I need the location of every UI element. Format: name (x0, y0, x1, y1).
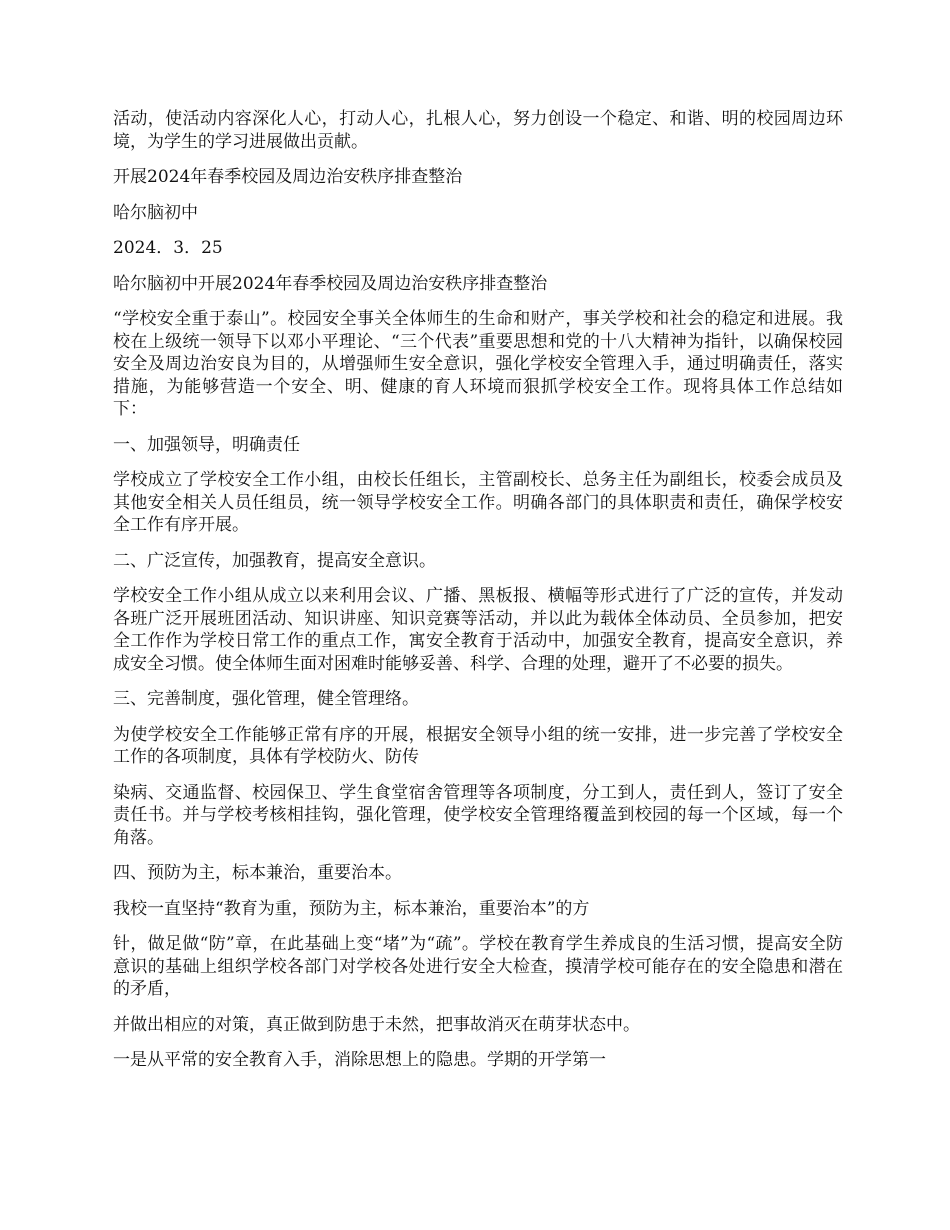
section-heading: 三、完善制度，强化管理，健全管理络。 (113, 689, 419, 709)
paragraph: 2024．3．25 (113, 238, 223, 258)
document-body (113, 108, 843, 1085)
paragraph: 为使学校安全工作能够正常有序的开展，根据安全领导小组的统一安排，进一步完善了学校安全工作的各项制度，具体有学校防火、防传 (113, 724, 843, 767)
paragraph: 一是从平常的安全教育入手，消除思想上的隐患。学期的开学第一 (113, 1050, 606, 1070)
paragraph: 学校成立了学校安全工作小组，由校长任组长，主管副校长、总务主任为副组长，校委会成员及其他安全相关人员任组员，统一领导学校安全工作。明确各部门的具体职责和责任，确保学校安全工作有序开展。 (113, 470, 843, 535)
paragraph: 并做出相应的对策，真正做到防患于未然，把事故消灭在萌芽状态中。 (113, 1014, 640, 1035)
paragraph: 哈尔脑初中 (113, 202, 198, 223)
paragraph: “学校安全重于泰山”。校园安全事关全体师生的生命和财产，事关学校和社会的稳定和进展。我校在上级统一领导下以邓小平理论、“三个代表”重要思想和党的十八大精神为指针，以确保校园安全及周边治安良为目的，从增强师生安全意识，强化学校安全管理入手，通过明确责任，落实措施，为能够营造一个安全、明、健康的育人环境而狠抓学校安全工作。现将具体工作总结如下： (113, 309, 843, 419)
section-heading: 一、加强领导，明确责任 (113, 434, 300, 455)
paragraph: 哈尔脑初中开展2024年春季校园及周边治安秩序排查整治 (113, 273, 548, 294)
paragraph: 染病、交通监督、校园保卫、学生食堂宿舍管理等各项制度，分工到人，责任到人，签订了安全责任书。并与学校考核相挂钩，强化管理，使学校安全管理络覆盖到校园的每一个区域，每一个角落。 (113, 782, 843, 848)
section-heading: 四、预防为主，标本兼治，重要治本。 (113, 863, 402, 883)
paragraph: 开展2024年春季校园及周边治安秩序排查整治 (113, 167, 463, 187)
section-heading: 二、广泛宣传，加强教育，提高安全意识。 (113, 550, 436, 571)
paragraph: 我校一直坚持“教育为重，预防为主，标本兼治，重要治本”的方 (113, 898, 590, 919)
paragraph: 活动，使活动内容深化人心，打动人心，扎根人心，努力创设一个稳定、和谐、明的校园周边环境，为学生的学习进展做出贡献。 (113, 109, 843, 152)
paragraph: 针，做足做“防”章，在此基础上变“堵”为“疏”。学校在教育学生养成良的生活习惯，提高安全防意识的基础上组织学校各部门对学校各处进行安全大检查，摸清学校可能存在的安全隐患和潜在的矛盾， (113, 934, 843, 999)
paragraph: 学校安全工作小组从成立以来利用会议、广播、黑板报、横幅等形式进行了广泛的宣传，并发动各班广泛开展班团活动、知识讲座、知识竞赛等活动，并以此为载体全体动员、全员参加，把安全工作作为学校日常工作的重点工作，寓安全教育于活动中，加强安全教育，提高安全意识，养成安全习惯。使全体师生面对困难时能够妥善、科学、合理的处理，避开了不必要的损失。 (113, 586, 843, 674)
